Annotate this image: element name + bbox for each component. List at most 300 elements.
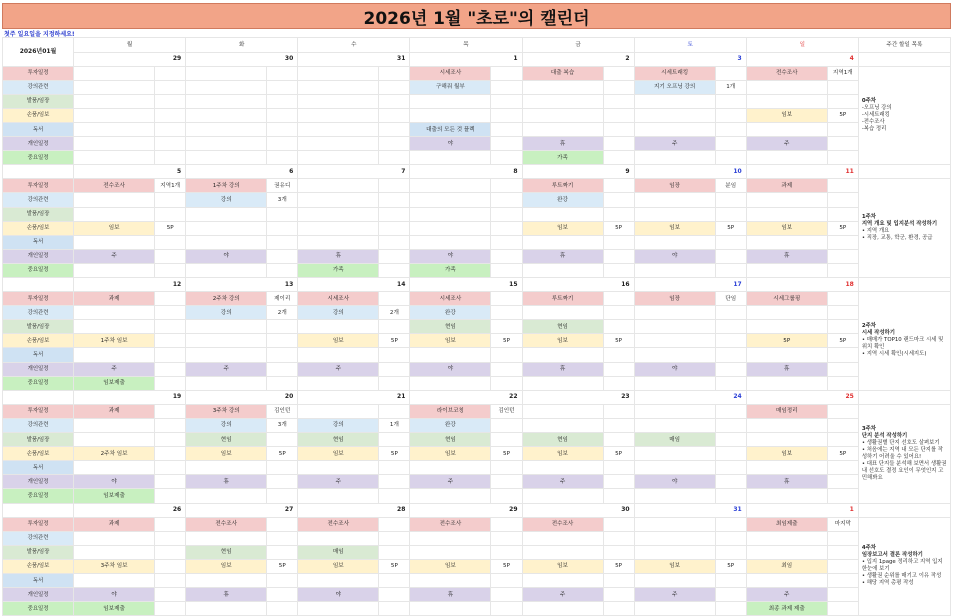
schedule-cell-note[interactable]	[155, 362, 186, 376]
schedule-cell-note[interactable]	[155, 320, 186, 334]
schedule-cell-note[interactable]	[491, 108, 522, 122]
schedule-cell-note[interactable]	[603, 404, 634, 418]
schedule-cell-note[interactable]	[715, 94, 746, 108]
schedule-cell[interactable]: 완강	[410, 418, 491, 432]
schedule-cell-note[interactable]	[155, 306, 186, 320]
schedule-cell-note[interactable]	[379, 179, 410, 193]
date-number[interactable]: 2	[522, 52, 634, 66]
schedule-cell-note[interactable]: 5P	[827, 108, 858, 122]
schedule-cell-note[interactable]	[715, 151, 746, 165]
schedule-cell[interactable]: 임장	[634, 179, 715, 193]
schedule-cell[interactable]	[186, 461, 267, 475]
schedule-cell-note[interactable]	[827, 193, 858, 207]
schedule-cell[interactable]: 강의	[186, 418, 267, 432]
schedule-cell-note[interactable]	[155, 531, 186, 545]
schedule-cell[interactable]	[298, 404, 379, 418]
schedule-cell[interactable]	[186, 602, 267, 616]
schedule-cell-note[interactable]	[267, 348, 298, 362]
schedule-cell[interactable]: 주	[410, 475, 491, 489]
schedule-cell[interactable]	[634, 122, 715, 136]
date-number[interactable]: 22	[410, 390, 522, 404]
schedule-cell-note[interactable]	[267, 80, 298, 94]
schedule-cell-note[interactable]	[715, 137, 746, 151]
schedule-cell-note[interactable]	[491, 235, 522, 249]
schedule-cell-note[interactable]	[155, 292, 186, 306]
schedule-cell[interactable]: 주	[74, 362, 155, 376]
schedule-cell-note[interactable]	[827, 80, 858, 94]
schedule-cell-note[interactable]	[603, 80, 634, 94]
schedule-cell-note[interactable]	[715, 320, 746, 334]
schedule-cell-note[interactable]	[715, 573, 746, 587]
schedule-cell-note[interactable]	[379, 263, 410, 277]
schedule-cell[interactable]	[74, 235, 155, 249]
schedule-cell-note[interactable]	[267, 66, 298, 80]
schedule-cell[interactable]: 주	[74, 249, 155, 263]
schedule-cell-note[interactable]	[827, 559, 858, 573]
schedule-cell[interactable]	[522, 207, 603, 221]
schedule-cell-note[interactable]: 5P	[827, 447, 858, 461]
date-number[interactable]: 24	[634, 390, 746, 404]
schedule-cell[interactable]: 과제	[74, 404, 155, 418]
schedule-cell[interactable]	[746, 306, 827, 320]
schedule-cell-note[interactable]	[155, 249, 186, 263]
schedule-cell[interactable]	[74, 320, 155, 334]
schedule-cell-note[interactable]	[715, 193, 746, 207]
date-number[interactable]: 1	[410, 52, 522, 66]
schedule-cell-note[interactable]	[267, 137, 298, 151]
schedule-cell-note[interactable]	[155, 235, 186, 249]
schedule-cell[interactable]	[746, 433, 827, 447]
schedule-cell-note[interactable]	[155, 475, 186, 489]
schedule-cell-note[interactable]	[379, 137, 410, 151]
schedule-cell-note[interactable]	[491, 362, 522, 376]
schedule-cell[interactable]: 야	[298, 588, 379, 602]
schedule-cell[interactable]	[522, 461, 603, 475]
schedule-cell[interactable]: 완강	[522, 193, 603, 207]
schedule-cell[interactable]	[298, 489, 379, 503]
schedule-cell-note[interactable]	[491, 545, 522, 559]
schedule-cell[interactable]: 전수조사	[186, 517, 267, 531]
schedule-cell-note[interactable]	[715, 461, 746, 475]
date-number[interactable]: 31	[634, 503, 746, 517]
date-number[interactable]: 23	[522, 390, 634, 404]
schedule-cell-note[interactable]	[715, 207, 746, 221]
schedule-cell[interactable]: 야	[410, 137, 491, 151]
schedule-cell[interactable]	[74, 263, 155, 277]
schedule-cell[interactable]: 주	[186, 362, 267, 376]
schedule-cell[interactable]	[74, 545, 155, 559]
schedule-cell-note[interactable]	[603, 475, 634, 489]
weekly-todo-cell[interactable]	[858, 66, 950, 165]
schedule-cell-note[interactable]	[603, 235, 634, 249]
schedule-cell-note[interactable]: 1개	[715, 80, 746, 94]
schedule-cell-note[interactable]	[491, 588, 522, 602]
schedule-cell[interactable]	[634, 207, 715, 221]
schedule-cell-note[interactable]: 5P	[827, 221, 858, 235]
schedule-cell-note[interactable]	[603, 362, 634, 376]
schedule-cell[interactable]: 임보	[186, 447, 267, 461]
schedule-cell-note[interactable]: 2개	[267, 306, 298, 320]
schedule-cell-note[interactable]	[379, 348, 410, 362]
schedule-cell[interactable]: 휴	[410, 588, 491, 602]
schedule-cell[interactable]: 야	[74, 588, 155, 602]
schedule-cell-note[interactable]	[267, 263, 298, 277]
schedule-cell-note[interactable]: 1개	[379, 418, 410, 432]
date-number[interactable]: 25	[746, 390, 858, 404]
schedule-cell[interactable]: 매임	[634, 433, 715, 447]
schedule-cell-note[interactable]	[267, 362, 298, 376]
schedule-cell-note[interactable]	[155, 404, 186, 418]
schedule-cell-note[interactable]	[827, 94, 858, 108]
schedule-cell-note[interactable]	[827, 137, 858, 151]
schedule-cell[interactable]: 강의	[186, 306, 267, 320]
date-number[interactable]: 11	[746, 165, 858, 179]
schedule-cell-note[interactable]	[267, 320, 298, 334]
schedule-cell[interactable]	[634, 108, 715, 122]
schedule-cell-note[interactable]	[827, 418, 858, 432]
schedule-cell-note[interactable]	[155, 418, 186, 432]
date-number[interactable]: 15	[410, 278, 522, 292]
schedule-cell[interactable]: 시세트래킹	[634, 66, 715, 80]
date-number[interactable]: 3	[634, 52, 746, 66]
schedule-cell-note[interactable]	[155, 559, 186, 573]
schedule-cell[interactable]	[186, 108, 267, 122]
schedule-cell[interactable]: 강의	[298, 418, 379, 432]
schedule-cell-note[interactable]	[379, 531, 410, 545]
date-number[interactable]: 10	[634, 165, 746, 179]
schedule-cell-note[interactable]	[827, 573, 858, 587]
schedule-cell[interactable]	[634, 263, 715, 277]
schedule-cell-note[interactable]	[603, 418, 634, 432]
schedule-cell-note[interactable]	[267, 461, 298, 475]
schedule-cell[interactable]	[746, 263, 827, 277]
schedule-cell-note[interactable]: 권유디	[267, 179, 298, 193]
schedule-cell[interactable]	[746, 122, 827, 136]
schedule-cell-note[interactable]	[491, 263, 522, 277]
schedule-cell-note[interactable]	[715, 108, 746, 122]
schedule-cell-note[interactable]	[155, 263, 186, 277]
schedule-cell[interactable]	[186, 334, 267, 348]
schedule-cell-note[interactable]	[715, 447, 746, 461]
schedule-cell-note[interactable]	[491, 573, 522, 587]
schedule-cell-note[interactable]	[379, 66, 410, 80]
date-number[interactable]: 9	[522, 165, 634, 179]
schedule-cell[interactable]	[634, 461, 715, 475]
schedule-cell[interactable]	[746, 348, 827, 362]
date-number[interactable]: 7	[298, 165, 410, 179]
schedule-cell[interactable]	[186, 376, 267, 390]
schedule-cell[interactable]	[410, 602, 491, 616]
schedule-cell[interactable]: 라이브코칭	[410, 404, 491, 418]
schedule-cell-note[interactable]	[827, 207, 858, 221]
schedule-cell[interactable]: 5P	[746, 334, 827, 348]
schedule-cell-note[interactable]	[491, 531, 522, 545]
schedule-cell[interactable]: 임보제출	[74, 489, 155, 503]
schedule-cell[interactable]: 주	[522, 475, 603, 489]
schedule-cell-note[interactable]	[491, 348, 522, 362]
schedule-cell[interactable]	[634, 306, 715, 320]
schedule-cell-note[interactable]: 지역1개	[827, 66, 858, 80]
schedule-cell-note[interactable]	[491, 306, 522, 320]
date-number[interactable]: 19	[74, 390, 186, 404]
schedule-cell-note[interactable]	[827, 404, 858, 418]
schedule-cell[interactable]: 주	[634, 588, 715, 602]
schedule-cell-note[interactable]	[155, 348, 186, 362]
schedule-cell[interactable]: 임보	[74, 221, 155, 235]
schedule-cell[interactable]: 전수조사	[410, 517, 491, 531]
schedule-cell-note[interactable]	[267, 588, 298, 602]
schedule-cell[interactable]	[746, 418, 827, 432]
schedule-cell-note[interactable]	[379, 433, 410, 447]
schedule-cell-note[interactable]	[715, 249, 746, 263]
schedule-cell-note[interactable]	[491, 489, 522, 503]
schedule-cell[interactable]: 임보제출	[74, 602, 155, 616]
schedule-cell[interactable]: 휴	[298, 249, 379, 263]
schedule-cell-note[interactable]	[267, 376, 298, 390]
schedule-cell-note[interactable]: 5P	[267, 559, 298, 573]
schedule-cell[interactable]: 임보	[410, 559, 491, 573]
schedule-cell[interactable]	[298, 80, 379, 94]
schedule-cell[interactable]	[298, 122, 379, 136]
schedule-cell[interactable]	[746, 461, 827, 475]
schedule-cell[interactable]	[634, 545, 715, 559]
schedule-cell[interactable]: 현임	[410, 320, 491, 334]
schedule-cell[interactable]	[522, 348, 603, 362]
schedule-cell[interactable]: 임보	[634, 221, 715, 235]
date-number[interactable]: 18	[746, 278, 858, 292]
schedule-cell[interactable]	[634, 489, 715, 503]
schedule-cell-note[interactable]: 5P	[267, 447, 298, 461]
schedule-cell-note[interactable]	[155, 376, 186, 390]
schedule-cell[interactable]: 현임	[298, 433, 379, 447]
schedule-cell-note[interactable]	[827, 588, 858, 602]
schedule-cell-note[interactable]: 2개	[379, 306, 410, 320]
schedule-cell[interactable]	[74, 433, 155, 447]
schedule-cell-note[interactable]	[379, 588, 410, 602]
schedule-cell-note[interactable]: 단임	[715, 292, 746, 306]
schedule-cell[interactable]	[186, 531, 267, 545]
schedule-cell[interactable]	[634, 573, 715, 587]
schedule-cell[interactable]: 3주차 임보	[74, 559, 155, 573]
schedule-cell[interactable]: 최임제출	[746, 517, 827, 531]
schedule-cell[interactable]	[298, 179, 379, 193]
schedule-cell[interactable]: 매임	[298, 545, 379, 559]
schedule-cell-note[interactable]	[379, 94, 410, 108]
schedule-cell[interactable]	[634, 418, 715, 432]
schedule-cell[interactable]	[74, 151, 155, 165]
schedule-cell-note[interactable]	[267, 334, 298, 348]
schedule-cell[interactable]: 2주차 강의	[186, 292, 267, 306]
schedule-cell[interactable]: 가족	[298, 263, 379, 277]
schedule-cell[interactable]: 과제	[74, 292, 155, 306]
schedule-cell-note[interactable]	[827, 602, 858, 616]
schedule-cell[interactable]	[410, 348, 491, 362]
schedule-cell-note[interactable]: 3개	[267, 418, 298, 432]
date-number[interactable]: 29	[74, 52, 186, 66]
schedule-cell-note[interactable]	[603, 602, 634, 616]
schedule-cell-note[interactable]	[603, 94, 634, 108]
schedule-cell-note[interactable]: 김인턴	[491, 404, 522, 418]
schedule-cell[interactable]	[74, 94, 155, 108]
schedule-cell-note[interactable]	[827, 489, 858, 503]
schedule-cell[interactable]	[746, 151, 827, 165]
schedule-cell[interactable]	[522, 122, 603, 136]
schedule-cell[interactable]: 야	[74, 475, 155, 489]
schedule-cell-note[interactable]	[715, 545, 746, 559]
schedule-cell[interactable]: 주	[746, 137, 827, 151]
schedule-cell[interactable]: 3주차 강의	[186, 404, 267, 418]
schedule-cell[interactable]: 현임	[186, 545, 267, 559]
schedule-cell[interactable]	[746, 235, 827, 249]
schedule-cell[interactable]: 임보	[746, 108, 827, 122]
schedule-cell[interactable]	[74, 573, 155, 587]
date-number[interactable]: 14	[298, 278, 410, 292]
schedule-cell-note[interactable]	[827, 292, 858, 306]
schedule-cell-note[interactable]	[827, 376, 858, 390]
schedule-cell[interactable]: 현임	[410, 433, 491, 447]
schedule-cell[interactable]: 대출 복습	[522, 66, 603, 80]
schedule-cell-note[interactable]: 5P	[491, 334, 522, 348]
schedule-cell[interactable]: 야	[634, 362, 715, 376]
schedule-cell[interactable]	[74, 207, 155, 221]
schedule-cell[interactable]	[186, 80, 267, 94]
schedule-cell[interactable]	[410, 235, 491, 249]
schedule-cell-note[interactable]	[603, 263, 634, 277]
schedule-cell-note[interactable]	[155, 447, 186, 461]
schedule-cell[interactable]	[186, 320, 267, 334]
schedule-cell-note[interactable]	[715, 489, 746, 503]
schedule-cell[interactable]	[410, 573, 491, 587]
schedule-cell[interactable]: 구해줘 월부	[410, 80, 491, 94]
schedule-cell[interactable]: 임보	[298, 559, 379, 573]
schedule-cell[interactable]: 주	[298, 362, 379, 376]
schedule-cell-note[interactable]	[827, 263, 858, 277]
schedule-cell[interactable]	[410, 461, 491, 475]
schedule-cell[interactable]	[522, 376, 603, 390]
schedule-cell-note[interactable]: 5P	[603, 334, 634, 348]
schedule-cell[interactable]	[186, 151, 267, 165]
schedule-cell-note[interactable]	[267, 602, 298, 616]
date-number[interactable]: 6	[186, 165, 298, 179]
schedule-cell-note[interactable]: 5P	[491, 447, 522, 461]
schedule-cell-note[interactable]	[379, 602, 410, 616]
schedule-cell-note[interactable]	[379, 193, 410, 207]
schedule-cell-note[interactable]	[379, 235, 410, 249]
schedule-cell[interactable]	[410, 193, 491, 207]
schedule-cell[interactable]: 임보제출	[74, 376, 155, 390]
schedule-cell-note[interactable]	[379, 221, 410, 235]
schedule-cell-note[interactable]	[155, 602, 186, 616]
schedule-cell[interactable]: 휴	[522, 249, 603, 263]
schedule-cell[interactable]: 강의	[186, 193, 267, 207]
schedule-cell[interactable]	[522, 489, 603, 503]
schedule-cell[interactable]	[634, 531, 715, 545]
schedule-cell[interactable]: 주	[746, 588, 827, 602]
schedule-cell[interactable]: 임보	[410, 334, 491, 348]
schedule-cell-note[interactable]	[715, 334, 746, 348]
schedule-cell[interactable]: 루트짜기	[522, 179, 603, 193]
schedule-cell-note[interactable]	[715, 433, 746, 447]
weekly-todo-cell[interactable]	[858, 179, 950, 278]
schedule-cell-note[interactable]	[603, 517, 634, 531]
schedule-cell-note[interactable]	[603, 306, 634, 320]
schedule-cell[interactable]: 임보	[522, 221, 603, 235]
schedule-cell[interactable]: 최종 과제 제출	[746, 602, 827, 616]
schedule-cell[interactable]: 야	[410, 249, 491, 263]
schedule-cell-note[interactable]	[379, 151, 410, 165]
schedule-cell[interactable]	[186, 573, 267, 587]
date-number[interactable]: 20	[186, 390, 298, 404]
schedule-cell[interactable]: 임보	[522, 334, 603, 348]
schedule-cell-note[interactable]	[603, 376, 634, 390]
schedule-cell[interactable]	[746, 531, 827, 545]
schedule-cell[interactable]	[186, 221, 267, 235]
schedule-cell[interactable]	[298, 94, 379, 108]
schedule-cell-note[interactable]	[267, 94, 298, 108]
schedule-cell[interactable]	[298, 531, 379, 545]
schedule-cell-note[interactable]	[603, 588, 634, 602]
schedule-cell-note[interactable]	[379, 404, 410, 418]
schedule-cell-note[interactable]	[603, 545, 634, 559]
schedule-cell[interactable]: 휴	[746, 362, 827, 376]
schedule-cell[interactable]	[298, 193, 379, 207]
schedule-cell[interactable]: 주	[522, 588, 603, 602]
date-number[interactable]: 17	[634, 278, 746, 292]
schedule-cell-note[interactable]: 5P	[603, 559, 634, 573]
schedule-cell[interactable]	[298, 320, 379, 334]
schedule-cell-note[interactable]: 분임	[715, 179, 746, 193]
schedule-cell[interactable]	[522, 404, 603, 418]
date-number[interactable]: 8	[410, 165, 522, 179]
schedule-cell-note[interactable]	[491, 94, 522, 108]
schedule-cell[interactable]	[186, 94, 267, 108]
schedule-cell-note[interactable]	[603, 151, 634, 165]
date-number[interactable]: 13	[186, 278, 298, 292]
schedule-cell-note[interactable]	[715, 404, 746, 418]
schedule-cell-note[interactable]: 5P	[379, 447, 410, 461]
schedule-cell[interactable]	[410, 94, 491, 108]
schedule-cell[interactable]: 2주차 임보	[74, 447, 155, 461]
date-number[interactable]: 28	[298, 503, 410, 517]
schedule-cell-note[interactable]	[155, 545, 186, 559]
schedule-cell[interactable]	[186, 122, 267, 136]
schedule-cell[interactable]	[410, 108, 491, 122]
schedule-cell[interactable]	[522, 418, 603, 432]
schedule-cell-note[interactable]	[715, 418, 746, 432]
schedule-cell[interactable]: 전수조사	[74, 179, 155, 193]
schedule-cell[interactable]	[298, 151, 379, 165]
schedule-cell[interactable]	[186, 207, 267, 221]
schedule-cell[interactable]	[74, 66, 155, 80]
schedule-cell[interactable]	[634, 404, 715, 418]
schedule-cell-note[interactable]	[155, 151, 186, 165]
schedule-cell-note[interactable]	[603, 108, 634, 122]
schedule-cell-note[interactable]	[267, 545, 298, 559]
schedule-cell[interactable]	[298, 137, 379, 151]
schedule-cell[interactable]	[298, 221, 379, 235]
schedule-cell-note[interactable]	[491, 475, 522, 489]
schedule-cell-note[interactable]	[155, 108, 186, 122]
schedule-cell[interactable]	[522, 602, 603, 616]
schedule-cell[interactable]	[522, 94, 603, 108]
date-number[interactable]: 29	[410, 503, 522, 517]
schedule-cell[interactable]: 임보	[410, 447, 491, 461]
schedule-cell-note[interactable]	[267, 235, 298, 249]
schedule-cell[interactable]: 가족	[522, 151, 603, 165]
date-number[interactable]: 27	[186, 503, 298, 517]
schedule-cell-note[interactable]	[491, 517, 522, 531]
schedule-cell-note[interactable]	[267, 108, 298, 122]
